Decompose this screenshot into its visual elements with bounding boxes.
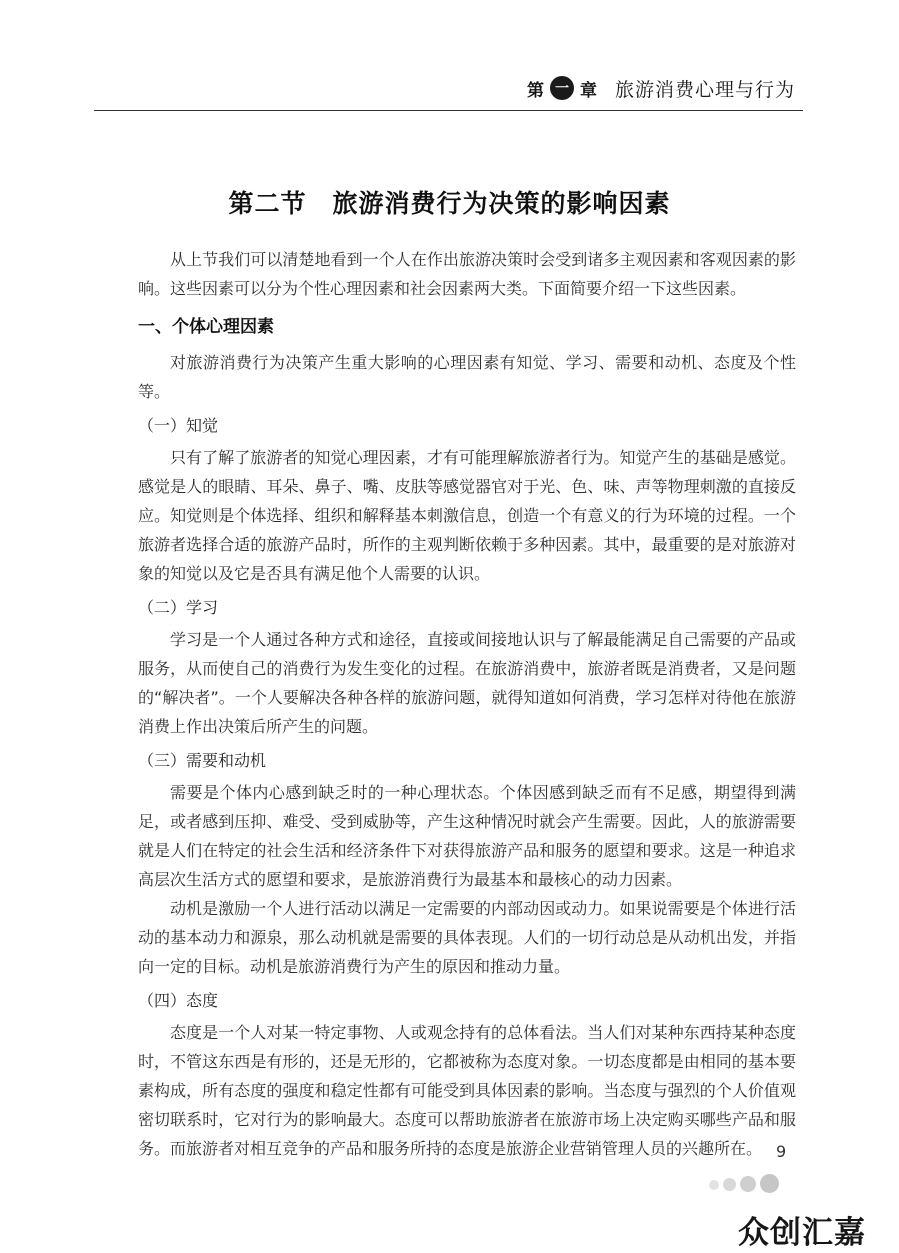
motives-paragraph: 动机是激励一个人进行活动以满足一定需要的内部动因或动力。如果说需要是个体进行活动的基本动力和源泉，那么动机就是需要的具体表现。人们的一切行动总是从动机出发，并指向一定的目标。动机是旅游消费行为产生的原因和推动力量。	[138, 899, 796, 976]
attitude-paragraph: 态度是一个人对某一特定事物、人或观念持有的总体看法。当人们对某种东西持某种态度时，不管这东西是有形的，还是无形的，它都被称为态度对象。一切态度都是由相同的基本要素构成，所有态度的强度和稳定性都有可能受到具体因素的影响。当态度与强烈的个人价值观密切联系时，它对行为的影响最大。态度可以帮助旅游者在旅游市场上决定购买哪些产品和服务。而旅游者对相互竞争的产品和服务所持的态度是旅游企业营销管理人员的兴趣所在。	[138, 1023, 796, 1158]
dot-1	[709, 1180, 719, 1190]
dot-2	[723, 1178, 736, 1191]
chapter-suffix: 章	[579, 80, 597, 101]
section-title: 第二节 旅游消费行为决策的影响因素	[228, 189, 671, 218]
dot-3	[740, 1176, 756, 1192]
watermark-logo: 众创汇嘉	[738, 1215, 866, 1251]
chapter-title: 旅游消费心理与行为	[614, 78, 795, 101]
body-text	[138, 245, 796, 1163]
dot-4	[760, 1174, 779, 1193]
page-number: 9	[776, 1142, 787, 1161]
intro-paragraph: 从上节我们可以清楚地看到一个人在作出旅游决策时会受到诸多主观因素和客观因素的影响。这些因素可以分为个性心理因素和社会因素两大类。下面简要介绍一下这些因素。	[138, 250, 796, 298]
perception-paragraph: 只有了解了旅游者的知觉心理因素，才有可能理解旅游者行为。知觉产生的基础是感觉。感觉是人的眼睛、耳朵、鼻子、嘴、皮肤等感觉器官对于光、色、味、声等物理刺激的直接反应。知觉则是个体选择、组织和解释基本刺激信息，创造一个有意义的行为环境的过程。一个旅游者选择合适的旅游产品时，所作的主观判断依赖于多种因素。其中，最重要的是对旅游对象的知觉以及它是否具有满足他个人需要的认识。	[138, 448, 796, 583]
subheading-attitude: （四）态度	[138, 991, 219, 1010]
chapter-badge	[527, 76, 597, 101]
chapter-prefix: 第	[526, 80, 544, 101]
chapter-number-circle: 一	[550, 76, 574, 100]
subheading-needs-motives: （三）需要和动机	[138, 751, 267, 770]
running-header	[515, 68, 795, 108]
learning-paragraph: 学习是一个人通过各种方式和途径，直接或间接地认识与了解最能满足自己需要的产品或服务，从而使自己的消费行为发生变化的过程。在旅游消费中，旅游者既是消费者，又是问题的“解决者”。一个人要解决各种各样的旅游问题，就得知道如何消费，学习怎样对待他在旅游消费上作出决策后所产生的问题。	[138, 630, 796, 736]
header-divider	[94, 110, 803, 111]
needs-paragraph: 需要是个体内心感到缺乏时的一种心理状态。个体因感到缺乏而有不足感，期望得到满足，或者感到压抑、难受、受到威胁等，产生这种情况时就会产生需要。因此，人的旅游需要就是人们在特定的社会生活和经济条件下对获得旅游产品和服务的愿望和要求。这是一种追求高层次生活方式的愿望和要求，是旅游消费行为最基本和最核心的动力因素。	[138, 783, 796, 889]
subheading-perception: （一）知觉	[138, 416, 219, 435]
heading1-paragraph: 对旅游消费行为决策产生重大影响的心理因素有知觉、学习、需要和动机、态度及个性等。	[138, 353, 796, 401]
subheading-learning: （二）学习	[138, 598, 219, 617]
heading-individual-psychology: 一、个体心理因素	[138, 317, 274, 337]
